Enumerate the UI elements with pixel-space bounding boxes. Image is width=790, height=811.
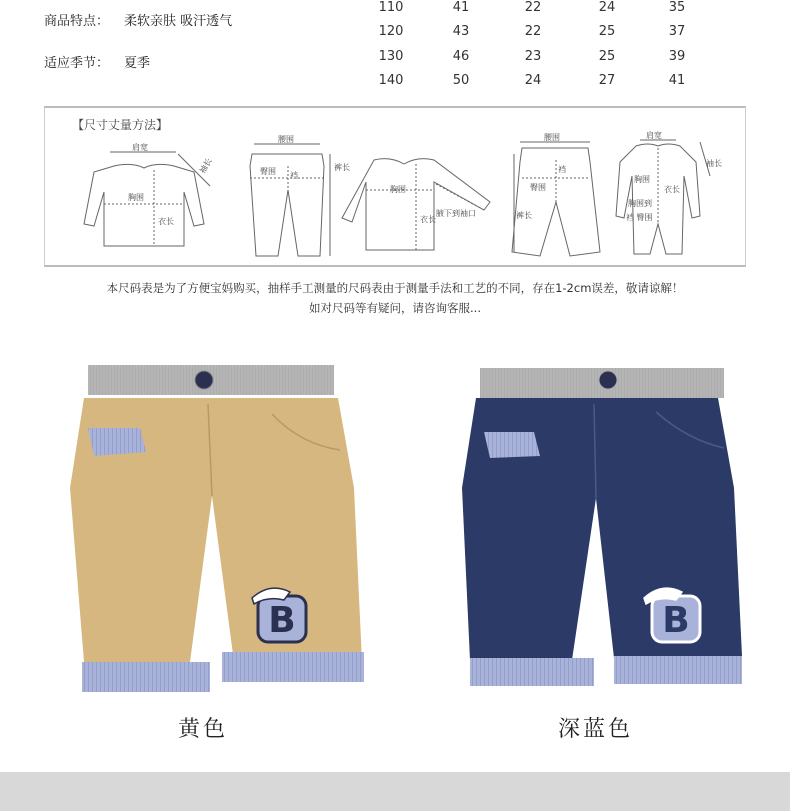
label-underarm: 腋下到袖口 — [436, 209, 476, 218]
romper-diagram — [616, 140, 710, 254]
size-cell: 24 — [524, 73, 542, 88]
label-chest: 胸围 — [128, 193, 144, 202]
label-chest-to: 胸围到 — [628, 199, 652, 208]
label-sleeve: 袖长 — [197, 156, 214, 175]
guide-title: 【尺寸丈量方法】 — [72, 118, 169, 132]
product-images — [0, 360, 790, 760]
label-length: 衣长 — [158, 217, 174, 226]
features-label: 商品特点： — [44, 14, 110, 29]
size-cell: 39 — [668, 49, 686, 64]
size-cell: 140 — [378, 73, 404, 88]
size-cell: 27 — [598, 73, 616, 88]
color-name-khaki: 黄色 — [178, 717, 229, 742]
label-chest-2: 胸围 — [390, 185, 406, 194]
long-pants-diagram — [512, 142, 600, 256]
size-cell: 41 — [452, 0, 470, 15]
season-label: 适应季节： — [44, 56, 110, 71]
label-pants-length-2: 裤长 — [516, 211, 532, 220]
label-sleeve-2: 袖长 — [706, 159, 722, 168]
label-hip: 臀围 — [260, 167, 276, 176]
size-cell: 46 — [452, 49, 470, 64]
label-hip-2: 臀围 — [530, 183, 546, 192]
size-cell: 37 — [668, 24, 686, 39]
svg-text:B: B — [662, 600, 690, 641]
size-cell: 41 — [668, 73, 686, 88]
label-crotch-2: 裆 — [558, 165, 566, 174]
svg-text:B: B — [268, 600, 296, 641]
label-shoulder-2: 肩宽 — [646, 131, 662, 140]
label-shoulder: 肩宽 — [132, 143, 148, 152]
season-value: 夏季 — [124, 56, 151, 71]
label-pants-length: 裤长 — [334, 163, 350, 172]
size-cell: 24 — [598, 0, 616, 15]
navy-shorts-image — [462, 368, 742, 686]
label-waist: 腰围 — [278, 135, 294, 144]
size-cell: 22 — [524, 24, 542, 39]
label-chest-3: 胸围 — [634, 175, 650, 184]
shirt-diagram — [84, 152, 210, 246]
features-value: 柔软亲肤 吸汗透气 — [124, 14, 233, 29]
size-cell: 120 — [378, 24, 404, 39]
raglan-shirt-diagram — [342, 159, 490, 250]
size-cell: 35 — [668, 0, 686, 15]
pants-diagram — [250, 144, 330, 256]
color-name-navy: 深蓝色 — [558, 717, 634, 742]
size-cell: 50 — [452, 73, 470, 88]
label-crotch: 裆 — [290, 171, 298, 180]
khaki-shorts-image — [70, 365, 364, 692]
label-crotch-hip: 裆 臀围 — [626, 213, 653, 222]
label-length-2: 衣长 — [420, 215, 436, 224]
size-note-line2: 如对尺码等有疑问，请咨询客服... — [309, 301, 481, 315]
size-cell: 22 — [524, 0, 542, 15]
size-cell: 43 — [452, 24, 470, 39]
label-waist-2: 腰围 — [544, 133, 560, 142]
size-cell: 25 — [598, 24, 616, 39]
size-cell: 25 — [598, 49, 616, 64]
size-cell: 23 — [524, 49, 542, 64]
measurement-diagrams — [44, 106, 744, 263]
size-cell: 110 — [378, 0, 404, 15]
footer-band — [0, 772, 790, 811]
size-note-line1: 本尺码表是为了方便宝妈购买，抽样手工测量的尺码表由于测量手法和工艺的不同，存在1-2cm误差，敬请谅解！ — [106, 281, 684, 295]
size-cell: 130 — [378, 49, 404, 64]
label-length-3: 衣长 — [664, 185, 680, 194]
